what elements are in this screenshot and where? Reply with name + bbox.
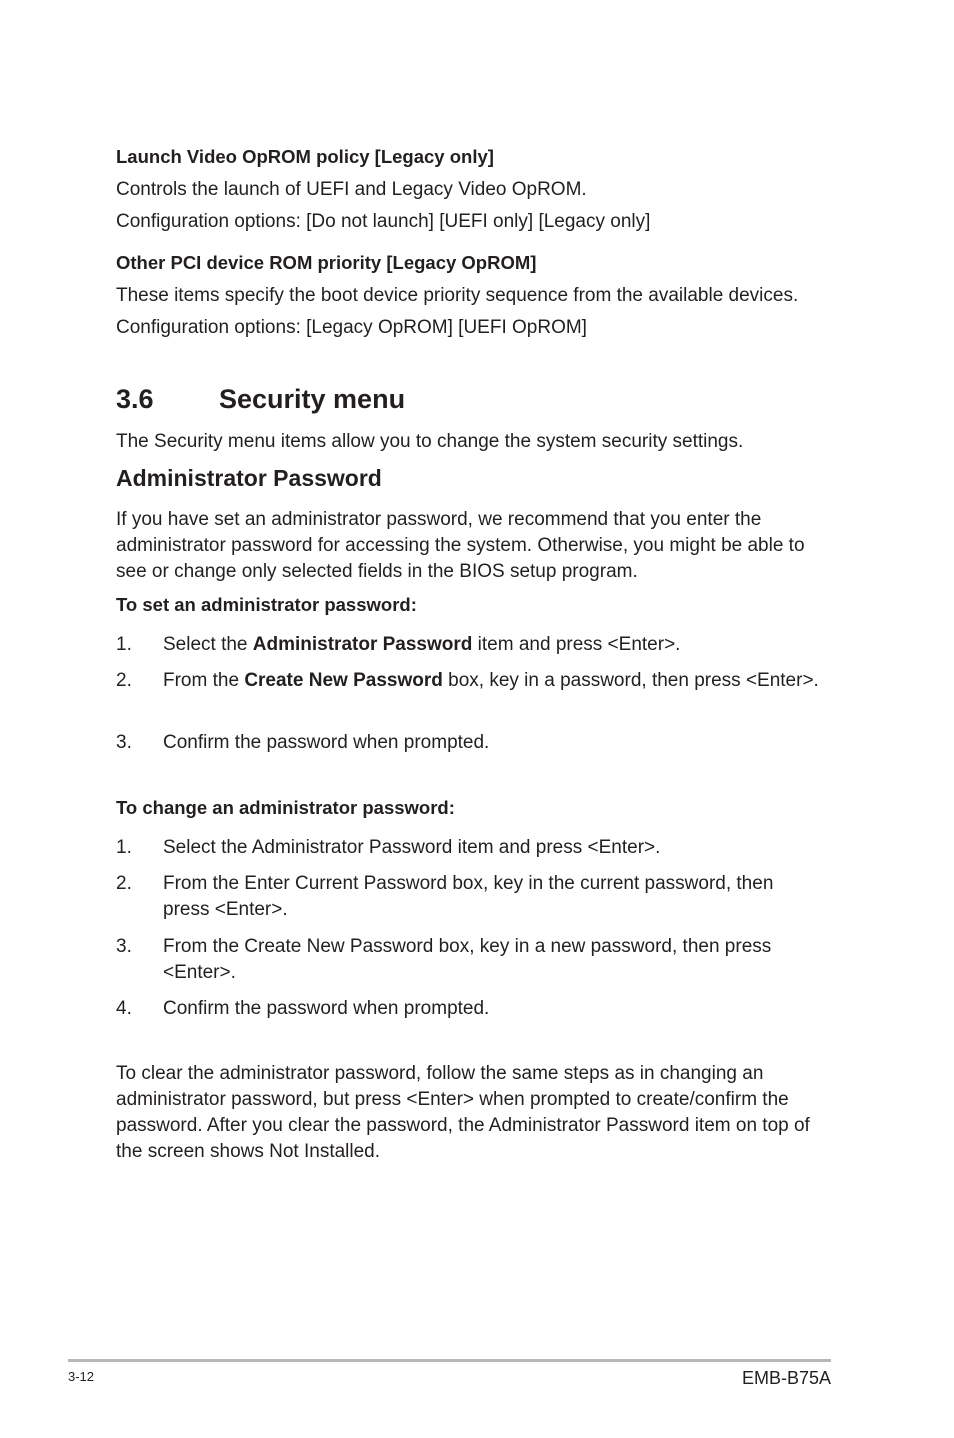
page-number: 3-12 <box>68 1369 95 1384</box>
item-options-other-pci-rom: Configuration options: [Legacy OpROM] [UEFI OpROM] <box>116 317 587 338</box>
change-step-2: From the Enter Current Password box, key in the current password, then press <Enter>. <box>163 873 774 920</box>
change-password-heading: To change an administrator password: <box>116 797 455 818</box>
set-step-3-number: 3. <box>116 732 132 753</box>
section-number: 3.6 <box>116 384 154 414</box>
item-desc-other-pci-rom: These items specify the boot device priority sequence from the available devices. <box>116 285 799 306</box>
footer-rule <box>68 1359 831 1362</box>
change-step-3: From the Create New Password box, key in a new password, then press <Enter>. <box>163 936 772 983</box>
change-step-4: Confirm the password when prompted. <box>163 998 490 1019</box>
item-desc-launch-video-oprom: Controls the launch of UEFI and Legacy Video OpROM. <box>116 179 587 200</box>
set-step-1-post: item and press <Enter>. <box>472 634 681 655</box>
set-password-heading: To set an administrator password: <box>116 594 417 615</box>
set-step-1 <box>163 632 823 658</box>
change-step-1: Select the Administrator Password item and press <Enter>. <box>163 837 661 858</box>
set-step-1-bold: Administrator Password <box>252 634 473 655</box>
section-title: Security menu <box>219 384 406 414</box>
item-options-launch-video-oprom: Configuration options: [Do not launch] [UEFI only] [Legacy only] <box>116 211 651 232</box>
set-step-2 <box>163 668 823 694</box>
change-step-1-number: 1. <box>116 837 132 858</box>
change-step-3-number: 3. <box>116 936 132 957</box>
set-step-1-number: 1. <box>116 634 132 655</box>
item-title-launch-video-oprom: Launch Video OpROM policy [Legacy only] <box>116 146 494 167</box>
admin-password-heading: Administrator Password <box>116 465 382 491</box>
item-title-other-pci-rom: Other PCI device ROM priority [Legacy OpROM] <box>116 252 537 273</box>
set-step-2-pre: From the <box>163 670 245 691</box>
model-name: EMB-B75A <box>741 1368 831 1388</box>
set-step-3: Confirm the password when prompted. <box>163 732 490 753</box>
change-step-2-number: 2. <box>116 873 132 894</box>
set-step-2-bold: Create New Password <box>244 670 443 691</box>
change-step-4-number: 4. <box>116 998 132 1019</box>
set-step-2-post: box, key in a password, then press <Enter>. <box>442 670 819 691</box>
section-intro: The Security menu items allow you to change the system security settings. <box>116 431 744 452</box>
clear-password-paragraph: To clear the administrator password, follow the same steps as in changing an administrator password, but press <Enter> when prompted to create/confirm the password. After you clear the password, the Administrator Password item on top of the screen shows Not Installed. <box>116 1063 810 1162</box>
set-step-2-number: 2. <box>116 670 132 691</box>
admin-password-intro: If you have set an administrator password, we recommend that you enter the administrator password for accessing the system. Otherwise, you might be able to see or change only selected fields in the BIOS setup program. <box>116 509 805 582</box>
set-step-1-pre: Select the <box>163 634 253 655</box>
